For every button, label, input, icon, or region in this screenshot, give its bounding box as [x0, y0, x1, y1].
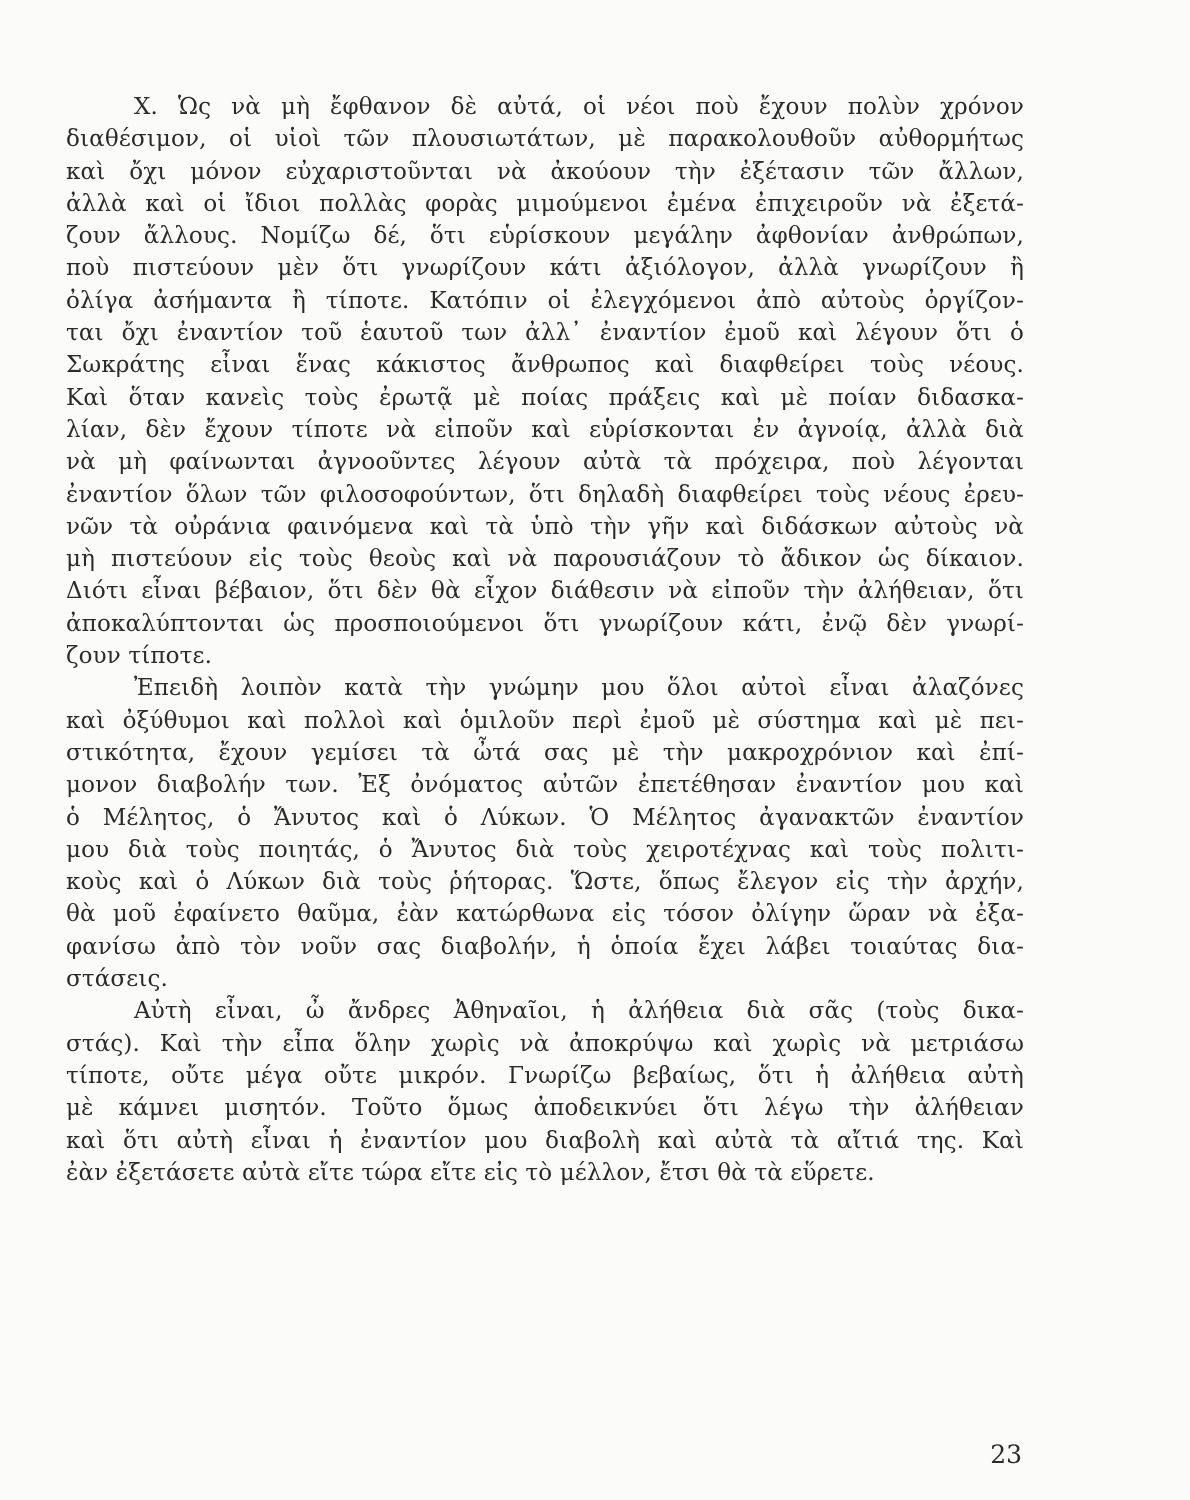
text-line: καὶ ὀξύθυμοι καὶ πολλοὶ καὶ ὁμιλοῦν περὶ ἐμοῦ μὲ σύστημα καὶ μὲ πει- [66, 707, 1024, 734]
text-line: X. Ὡς νὰ μὴ ἔφθανον δὲ αὐτά, οἱ νέοι ποὺ ἔχουν πολὺν χρόνον [134, 94, 1025, 120]
text-line: ζουν ἄλλους. Νομίζω δέ, ὅτι εὑρίσκουν μεγάλην ἀφθονίαν ἀνθρώπων, [66, 223, 1024, 250]
text-line: Αὐτὴ εἶναι, ὦ ἄνδρες Ἀθηναῖοι, ἡ ἀλήθεια διὰ σᾶς (τοὺς δικα- [134, 998, 1024, 1025]
text-line: κοὺς καὶ ὁ Λύκων διὰ τοὺς ῥήτορας. Ὥστε, ὅπως ἔλεγον εἰς τὴν ἀρχήν, [66, 869, 1024, 896]
text-line: ἀλλὰ καὶ οἱ ἴδιοι πολλὰς φορὰς μιμούμενοι ἐμένα ἐπιχειροῦν νὰ ἐξετά- [66, 190, 1024, 217]
text-line: Ἐπειδὴ λοιπὸν κατὰ τὴν γνώμην μου ὅλοι αὐτοὶ εἶναι ἀλαζόνες [134, 675, 1024, 702]
text-line: στάς). Καὶ τὴν εἶπα ὅλην χωρὶς νὰ ἀποκρύψω καὶ χωρὶς νὰ μετριάσω [66, 1030, 1024, 1057]
text-line: μὲ κάμνει μισητόν. Τοῦτο ὅμως ἀποδεικνύει ὅτι λέγω τὴν ἀλήθειαν [66, 1095, 1024, 1122]
text-line: λίαν, δὲν ἔχουν τίποτε νὰ εἰποῦν καὶ εὑρίσκονται ἐν ἀγνοίᾳ, ἀλλὰ διὰ [66, 416, 1024, 443]
text-line: τίποτε, οὔτε μέγα οὔτε μικρόν. Γνωρίζω βεβαίως, ὅτι ἡ ἀλήθεια αὐτὴ [66, 1062, 1024, 1089]
text-line: διαθέσιμον, οἱ υἱοὶ τῶν πλουσιωτάτων, μὲ παρακολουθοῦν αὐθορμήτως [66, 126, 1024, 153]
text-line: ται ὄχι ἐναντίον τοῦ ἑαυτοῦ των ἀλλ᾽ ἐναντίον ἐμοῦ καὶ λέγουν ὅτι ὁ [66, 320, 1024, 347]
text-line: ὁ Μέλητος, ὁ Ἄνυτος καὶ ὁ Λύκων. Ὁ Μέλητος ἀγανακτῶν ἐναντίον [66, 804, 1024, 831]
text-line: ἐναντίον ὅλων τῶν φιλοσοφούντων, ὅτι δηλαδὴ διαφθείρει τοὺς νέους ἐρευ- [66, 481, 1024, 508]
text-line: Καὶ ὅταν κανεὶς τοὺς ἐρωτᾷ μὲ ποίας πράξεις καὶ μὲ ποίαν διδασκα- [66, 384, 1024, 411]
text-line: μονον διαβολήν των. Ἐξ ὀνόματος αὐτῶν ἐπετέθησαν ἐναντίον μου καὶ [66, 772, 1024, 799]
text-line: μὴ πιστεύουν εἰς τοὺς θεοὺς καὶ νὰ παρουσιάζουν τὸ ἄδικον ὡς δίκαιον. [66, 546, 1024, 573]
text-line: ἐὰν ἐξετάσετε αὐτὰ εἴτε τώρα εἴτε εἰς τὸ μέλλον, ἔτσι θὰ τὰ εὕρετε. [66, 1159, 875, 1186]
text-line: καὶ ὄχι μόνον εὐχαριστοῦνται νὰ ἀκούουν τὴν ἐξέτασιν τῶν ἄλλων, [66, 158, 1024, 185]
text-line: ποὺ πιστεύουν μὲν ὅτι γνωρίζουν κάτι ἀξιόλογον, ἀλλὰ γνωρίζουν ἢ [66, 255, 1024, 282]
text-line: ὀλίγα ἀσήμαντα ἢ τίποτε. Κατόπιν οἱ ἐλεγχόμενοι ἀπὸ αὐτοὺς ὀργίζον- [66, 287, 1024, 314]
text-line: μου διὰ τοὺς ποιητάς, ὁ Ἄνυτος διὰ τοὺς χειροτέχνας καὶ τοὺς πολιτι- [66, 836, 1024, 863]
body-text [66, 91, 1024, 1189]
text-line: Σωκράτης εἶναι ἕνας κάκιστος ἄνθρωπος καὶ διαφθείρει τοὺς νέους. [66, 352, 1024, 379]
text-line: καὶ ὅτι αὐτὴ εἶναι ἡ ἐναντίον μου διαβολὴ καὶ αὐτὰ τὰ αἴτιά της. Καὶ [66, 1127, 1024, 1154]
text-line: στικότητα, ἔχουν γεμίσει τὰ ὦτά σας μὲ τὴν μακροχρόνιον καὶ ἐπί- [66, 739, 1024, 766]
text-line: φανίσω ἀπὸ τὸν νοῦν σας διαβολήν, ἡ ὁποία ἔχει λάβει τοιαύτας δια- [66, 933, 1024, 960]
text-line: ἀποκαλύπτονται ὡς προσποιούμενοι ὅτι γνωρίζουν κάτι, ἐνῷ δὲν γνωρί- [66, 610, 1024, 637]
paragraph [66, 672, 1024, 995]
text-line: νὰ μὴ φαίνωνται ἀγνοοῦντες λέγουν αὐτὰ τὰ πρόχειρα, ποὺ λέγονται [66, 449, 1024, 476]
text-line: ζουν τίποτε. [66, 643, 213, 670]
paragraph [66, 91, 1024, 672]
text-line: θὰ μοῦ ἐφαίνετο θαῦμα, ἐὰν κατώρθωνα εἰς τόσον ὀλίγην ὥραν νὰ ἐξα- [66, 901, 1024, 928]
text-line: νῶν τὰ οὐράνια φαινόμενα καὶ τὰ ὑπὸ τὴν γῆν καὶ διδάσκων αὐτοὺς νὰ [66, 513, 1024, 540]
text-line: Διότι εἶναι βέβαιον, ὅτι δὲν θὰ εἶχον διάθεσιν νὰ εἰποῦν τὴν ἀλήθειαν, ὅτι [66, 578, 1024, 605]
paragraph [66, 995, 1024, 1189]
text-line: στάσεις. [66, 966, 168, 993]
page-number: 23 [990, 1440, 1022, 1469]
